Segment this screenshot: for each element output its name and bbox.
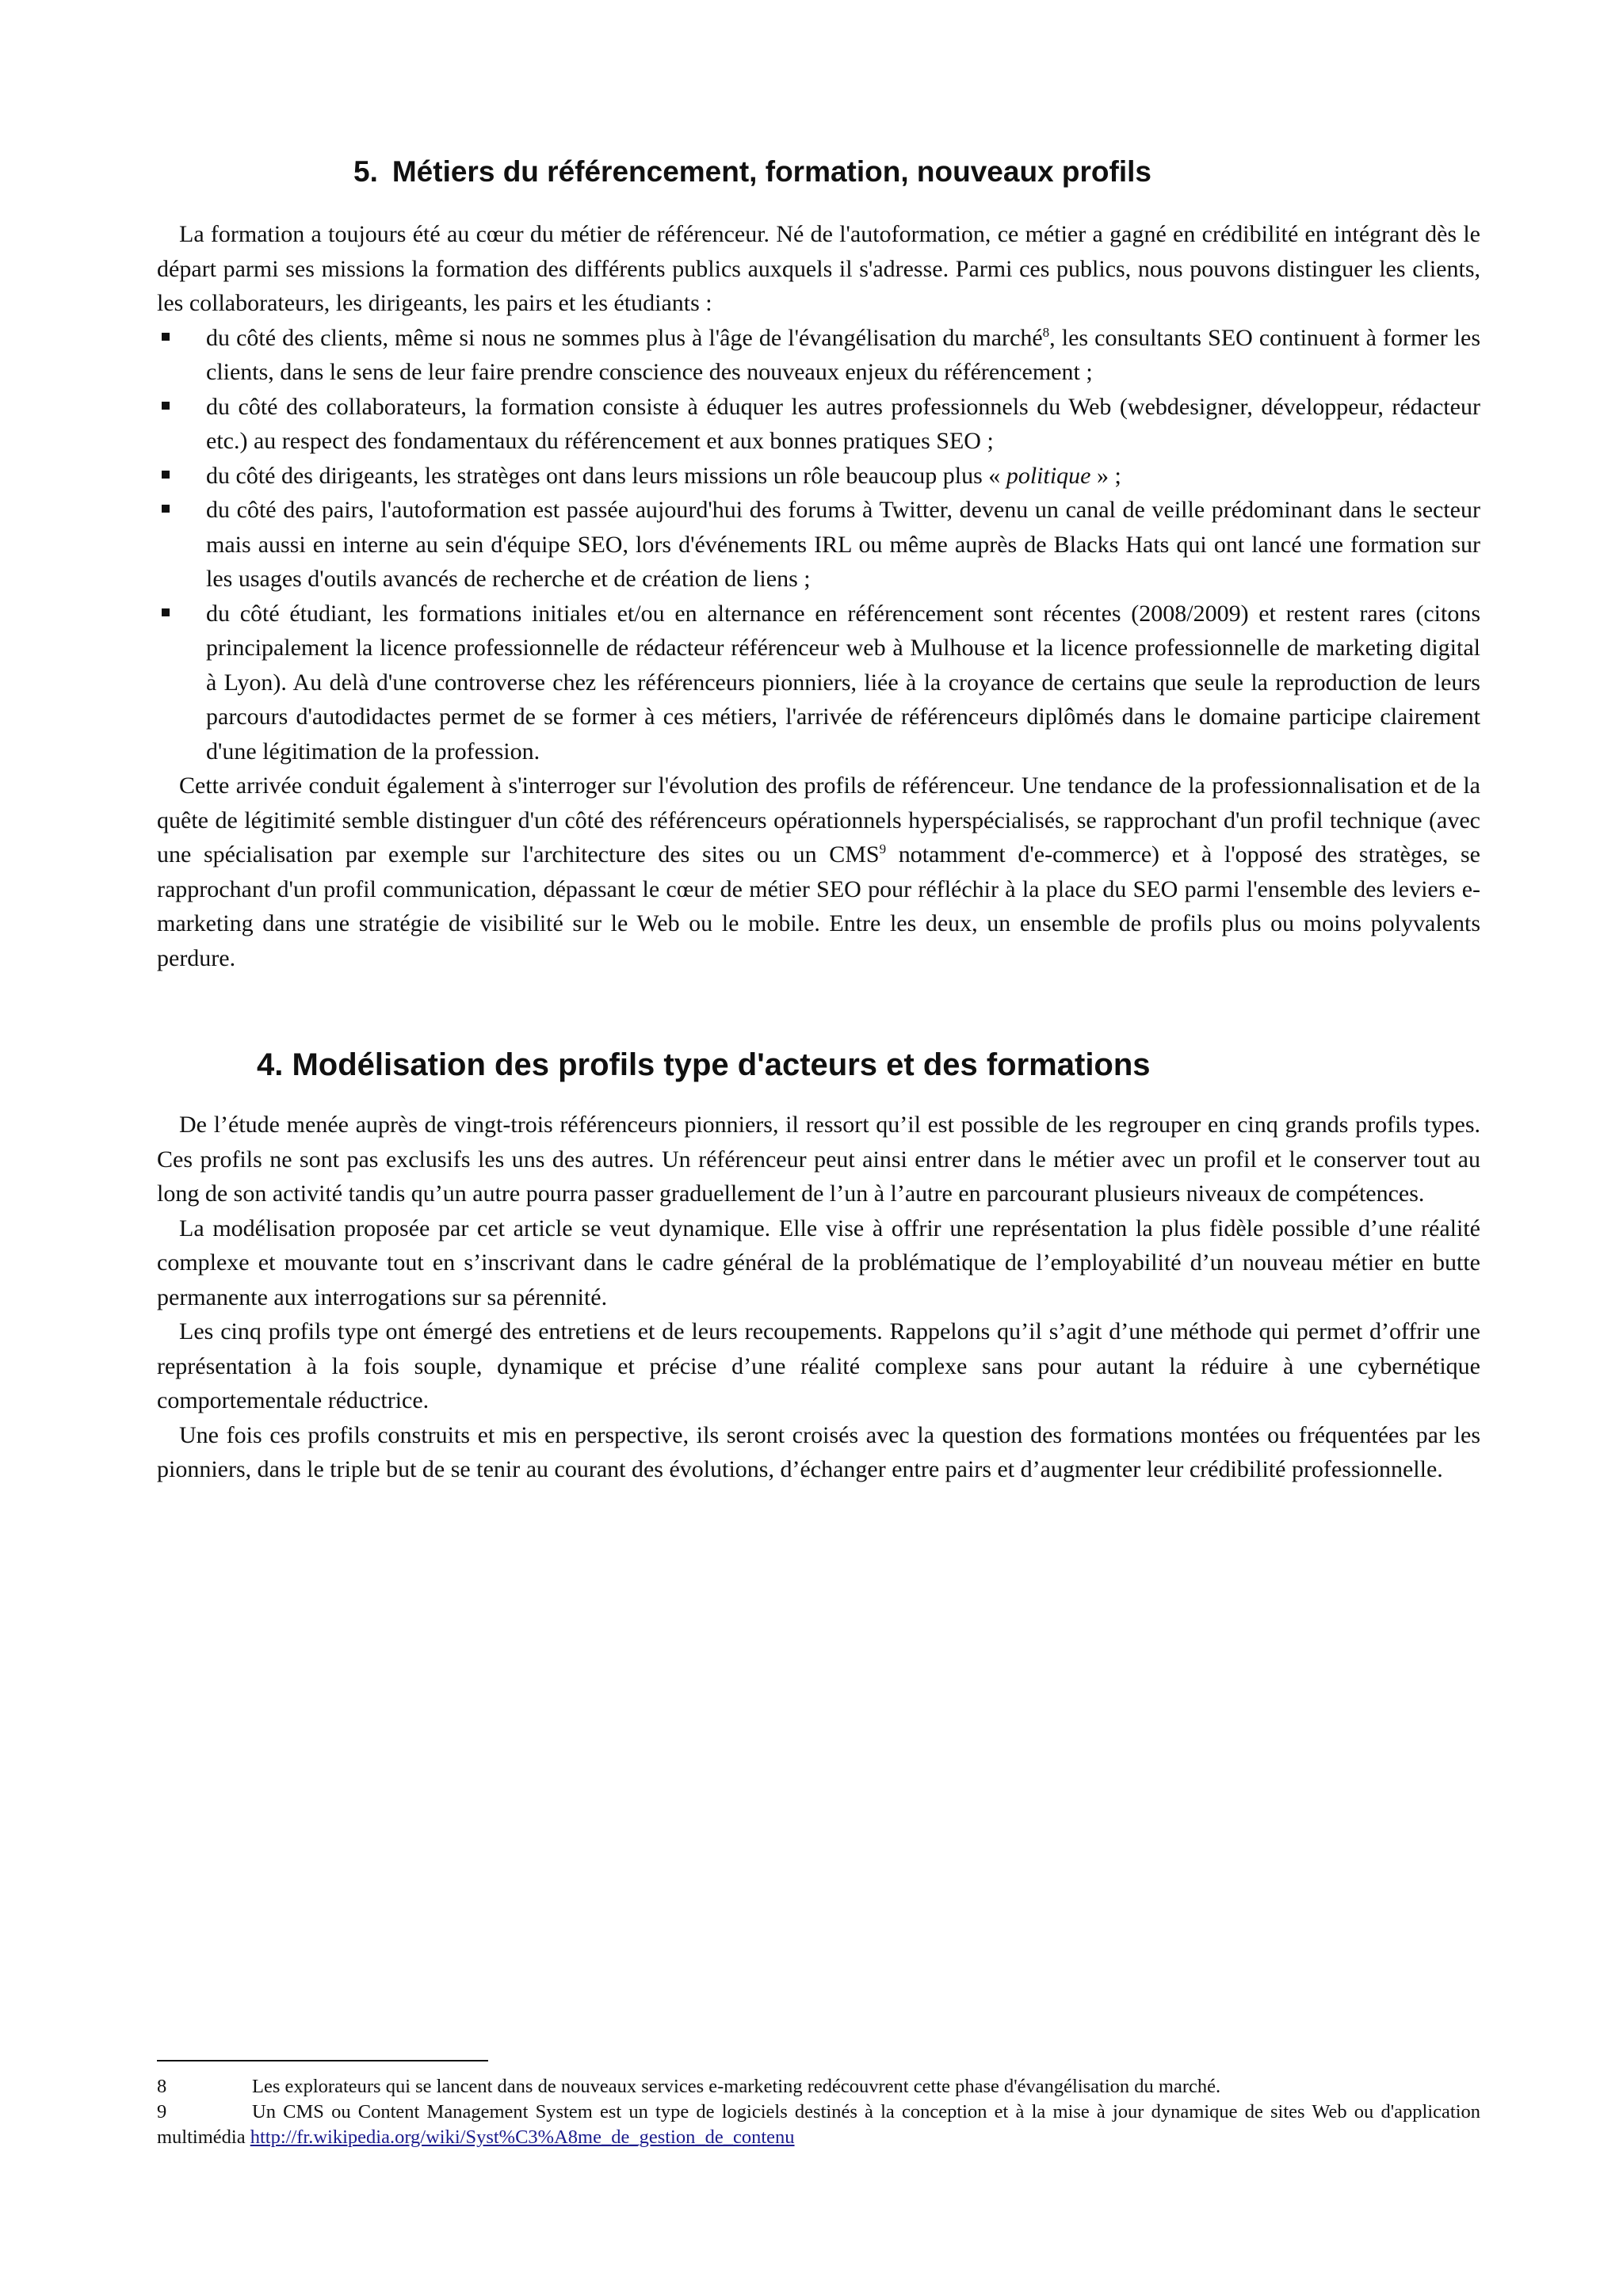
footnote-divider: [157, 2060, 488, 2061]
footnote-ref: 8: [1042, 324, 1050, 340]
square-bullet-icon: [162, 402, 170, 410]
body-paragraph: De l’étude menée auprès de vingt-trois référenceurs pionniers, il ressort qu’il est possible de les regrouper en cinq grands profils types. Ces profils ne sont pas exclusifs les uns des autres. Un référenceur peut ainsi entrer dans le métier avec un profil et le conserver tout au long de son activité tandis qu’un autre pourra passer graduellement de l’un à l’autre en parcourant plusieurs niveaux de compétences.: [157, 1112, 1480, 1207]
list-item-text: du côté des clients, même si nous ne sommes plus à l'âge de l'évangélisation du marché: [206, 324, 1043, 351]
square-bullet-icon: [162, 608, 170, 616]
list-item-text: du côté des collaborateurs, la formation consiste à éduquer les autres professionnels du Web (webdesigner, développeur, rédacteur etc.) au respect des fondamentaux du référencement et aux bonnes pratiques SEO ;: [206, 393, 1480, 454]
footnote: [157, 2074, 1480, 2100]
list-item-text: du côté étudiant, les formations initiales et/ou en alternance en référencement sont récentes (2008/2009) et restent rares (citons principalement la licence professionnelle de rédacteur référenceur web à Mulhouse et la licence professionnelle de marketing digital à Lyon). Au delà d'une controverse chez les référenceurs pionniers, liée à la croyance de certains que seule la reproduction de leurs parcours d'autodidactes permet de se former à ces métiers, l'arrivée de référenceurs diplômés dans le domaine participe clairement d'une légitimation de la profession.: [206, 600, 1480, 765]
section-heading: 4. Modélisation des profils type d'acteurs et des formations: [257, 1047, 1151, 1082]
section-body: [157, 1108, 1480, 1487]
footnote-text: Les explorateurs qui se lancent dans de nouveaux services e-marketing redécouvrent cette phase d'évangélisation du marché.: [252, 2076, 1221, 2097]
list-item-text: du côté des dirigeants, les stratèges ont dans leurs missions un rôle beaucoup plus «: [206, 462, 1006, 489]
list-item-text: du côté des pairs, l'autoformation est passée aujourd'hui des forums à Twitter, devenu un canal de veille prédominant dans le secteur mais aussi en interne au sein d'équipe SEO, lors d'événements IRL ou même auprès de Blacks Hats qui ont lancé une formation sur les usages d'outils avancés de recherche et de création de liens ;: [206, 497, 1480, 592]
square-bullet-icon: [162, 471, 170, 479]
section-title: Métiers du référencement, formation, nouveaux profils: [391, 155, 1151, 188]
closing-paragraph: [157, 769, 1480, 975]
section-heading: [353, 155, 1151, 189]
paragraph-text: notamment d'e-commerce) et à l'opposé des stratèges, se rapprochant d'un profil communication, dépassant le cœur de métier SEO pour réfléchir à la place du SEO parmi l'ensemble des leviers e-marketing dans une stratégie de visibilité sur le Web ou le mobile. Entre les deux, un ensemble de profils plus ou moins polyvalents perdure.: [157, 841, 1480, 971]
footnote-ref: 9: [879, 841, 887, 856]
paragraph-text: Cette arrivée conduit également à s'interroger sur l'évolution des profils de référenceur. Une tendance de la professionnalisation et de la quête de légitimité semble distinguer d'un côté des référenceurs opérationnels hyperspécialisés, se rapprochant d'un profil technique (avec une spécialisation par exemple sur l'architecture des sites ou un CMS: [157, 772, 1480, 868]
list-item-text: , les consultants SEO continuent à former les clients, dans le sens de leur faire prendre conscience des nouveaux enjeux du référencement ;: [206, 324, 1481, 385]
footnote-number: 9: [157, 2101, 167, 2122]
footnote: [157, 2100, 1480, 2150]
square-bullet-icon: [162, 505, 170, 513]
list-item-text: » ;: [1090, 462, 1121, 489]
section-number: 5.: [353, 155, 378, 188]
footnotes: [157, 2074, 1480, 2150]
body-paragraph: Une fois ces profils construits et mis en perspective, ils seront croisés avec la question des formations montées ou fréquentées par les pionniers, dans le triple but de se tenir au courant des évolutions, d’échanger entre pairs et d’augmenter leur crédibilité professionnelle.: [157, 1421, 1480, 1482]
footnote-link[interactable]: http://fr.wikipedia.org/wiki/Syst%C3%A8me_de_gestion_de_contenu: [250, 2126, 795, 2148]
list-item: [157, 321, 1480, 390]
footnote-text: Un CMS ou Content Management System est un type de logiciels destinés à la conception et à la mise à jour dynamique de sites Web ou d'application multimédia: [157, 2101, 1480, 2148]
intro-paragraph: La formation a toujours été au cœur du métier de référenceur. Né de l'autoformation, ce métier a gagné en crédibilité en intégrant dès le départ parmi ses missions la formation des différents publics auxquels il s'adresse. Parmi ces publics, nous pouvons distinguer les clients, les collaborateurs, les dirigeants, les pairs et les étudiants :: [157, 221, 1480, 316]
list-item: [157, 597, 1480, 769]
section-body: [157, 217, 1480, 975]
bullet-list: [157, 321, 1480, 769]
emphasis-text: politique: [1006, 462, 1091, 489]
list-item: [157, 459, 1480, 494]
list-item: [157, 390, 1480, 459]
body-paragraph: Les cinq profils type ont émergé des entretiens et de leurs recoupements. Rappelons qu’il s’agit d’une méthode qui permet d’offrir une représentation à la fois souple, dynamique et précise d’une réalité complexe sans pour autant la réduire à une cybernétique comportementale réductrice.: [157, 1318, 1480, 1413]
footnote-number: 8: [157, 2076, 167, 2097]
document-page: [157, 0, 1480, 2296]
body-paragraph: La modélisation proposée par cet article se veut dynamique. Elle vise à offrir une représentation la plus fidèle possible d’une réalité complexe et mouvante tout en s’inscrivant dans le cadre général de la problématique de l’employabilité d’un nouveau métier en butte permanente aux interrogations sur sa pérennité.: [157, 1215, 1480, 1310]
square-bullet-icon: [162, 333, 170, 341]
list-item: [157, 493, 1480, 597]
